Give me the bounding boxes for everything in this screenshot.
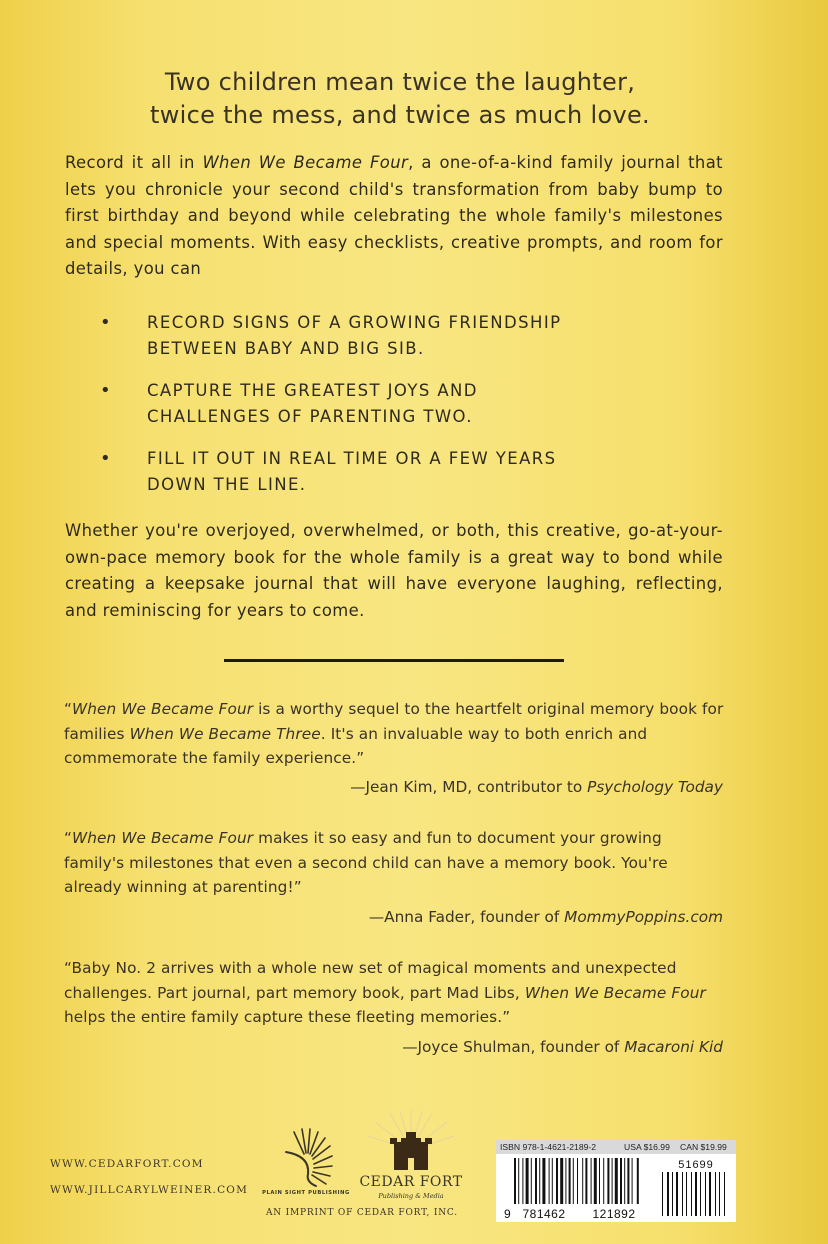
barcode-bar (620, 1158, 622, 1204)
addon-bar (676, 1172, 678, 1216)
barcode-bar (637, 1158, 639, 1204)
quote-attribution (402, 1038, 723, 1056)
quote-book-title: When We Became Four (72, 700, 254, 718)
barcode-bar (577, 1158, 578, 1204)
quote-text: makes it so easy and fun to document your growing family's milestones that even a second child can have a memory book. You're already winning at parenting!” (64, 829, 668, 896)
barcode-bar (585, 1158, 587, 1204)
publisher-urls (50, 1158, 248, 1210)
barcode-bar (632, 1158, 633, 1204)
barcode-bar (582, 1158, 583, 1204)
intro-book-title: When We Became Four (202, 153, 409, 172)
bullet-text-line: DOWN THE LINE. (147, 475, 307, 494)
quote-text: is a worthy sequel to the heartfelt original memory book for families (64, 700, 724, 743)
addon-bar (709, 1172, 711, 1216)
barcode-bar (627, 1158, 629, 1204)
intro-after: , a one-of-a-kind family journal that lets you chronicle your second child's transformation from baby bump to first birthday and beyond while celebrating the whole family's milestones and special moments. With easy checklists, creative prompts, and room for details, you can (65, 153, 723, 278)
barcode-bar (518, 1158, 519, 1204)
barcode-bar (526, 1158, 529, 1204)
addon-bar (719, 1172, 720, 1216)
addon-bar (672, 1172, 673, 1216)
quote-book-title: When We Became Three (129, 724, 321, 743)
addon-bar (682, 1172, 683, 1216)
barcode-bar (615, 1158, 618, 1204)
barcode-bar (522, 1158, 523, 1204)
barcode-bar (556, 1158, 558, 1204)
usa-price: USA $16.99 (624, 1142, 670, 1152)
barcode-bar (560, 1158, 563, 1204)
isbn-price-line (496, 1140, 736, 1154)
psp-logo-text: PLAIN SIGHT PUBLISHING (262, 1190, 350, 1196)
barcode-bar (539, 1158, 540, 1204)
bullet-dot: • (100, 312, 113, 333)
headline (0, 66, 800, 132)
intro-paragraph (65, 150, 723, 283)
plain-sight-publishing-logo (262, 1124, 350, 1204)
addon-bar (662, 1172, 663, 1216)
attribution-publication: Macaroni Kid (624, 1038, 723, 1056)
barcode-bar (569, 1158, 571, 1204)
quote-book-title: When We Became Four (72, 829, 254, 847)
bullet-text-line: RECORD SIGNS OF A GROWING FRIENDSHIP (147, 313, 562, 332)
barcode-bar (535, 1158, 537, 1204)
barcode-bar (531, 1158, 532, 1204)
imprint-line: AN IMPRINT OF CEDAR FORT, INC. (266, 1208, 458, 1218)
attribution-text: —Anna Fader, founder of (368, 908, 565, 926)
url-cedarfort: WWW.CEDARFORT.COM (50, 1158, 204, 1170)
addon-bar (705, 1172, 706, 1216)
cedar-fort-logo (350, 1110, 472, 1205)
endorsement-quote (64, 956, 724, 1030)
quote-attribution (369, 908, 723, 926)
barcode-bar (607, 1158, 609, 1204)
endorsement-quote (64, 826, 724, 900)
addon-bar (700, 1172, 701, 1216)
cf-subtitle: Publishing & Media (378, 1192, 444, 1200)
quote-open: “ (64, 829, 73, 847)
divider-rule (224, 659, 564, 662)
addon-bar (667, 1172, 669, 1216)
barcode-bar (565, 1158, 566, 1204)
barcode-bar (542, 1158, 545, 1204)
closing-paragraph: Whether you're overjoyed, overwhelmed, or both, this creative, go-at-your-own-pace memory book for the whole family is a great way to bond while creating a keepsake journal that will have everyone laughing, reflecting, and reminiscing for years to come. (65, 521, 723, 620)
bullet-dot: • (100, 380, 113, 401)
quote-text: “Baby No. 2 arrives with a whole new set of magical moments and unexpected challenges. Part journal, part memory book, part Mad Libs, (64, 959, 677, 1002)
barcode-bar (514, 1158, 516, 1204)
barcode-bar (573, 1158, 574, 1204)
isbn-number: ISBN 978-1-4621-2189-2 (500, 1142, 597, 1152)
barcode-bar (624, 1158, 625, 1204)
quote-text: . It's an invaluable way to both enrich and commemorate the family experience.” (64, 724, 648, 767)
intro-before: Record it all in (65, 153, 203, 172)
barcode-bar (549, 1158, 550, 1204)
bullet-dot: • (100, 448, 113, 469)
addon-bar (695, 1172, 697, 1216)
addon-bar (724, 1172, 725, 1216)
bullet-text-line: CHALLENGES OF PARENTING TWO. (147, 407, 473, 426)
attribution-publication: Psychology Today (587, 778, 723, 796)
quote-text: helps the entire family capture these fleeting memories.” (64, 1008, 511, 1026)
quote-book-title: When We Became Four (524, 983, 706, 1002)
barcode-bar (612, 1158, 613, 1204)
headline-line-1: Two children mean twice the laughter, (164, 68, 636, 96)
quote-attribution (350, 778, 723, 796)
barcode-right-digits: 121892 (592, 1207, 636, 1221)
cf-name: CEDAR FORT (359, 1174, 463, 1190)
can-price: CAN $19.99 (680, 1142, 727, 1152)
barcode (504, 1158, 732, 1220)
addon-bar (691, 1172, 692, 1216)
addon-bar (686, 1172, 687, 1216)
url-jillcarylweiner: WWW.JILLCARYLWEINER.COM (50, 1184, 249, 1196)
addon-bar (715, 1172, 716, 1216)
barcode-left-digits: 781462 (522, 1207, 566, 1221)
bullet-text-line: CAPTURE THE GREATEST JOYS AND (147, 381, 478, 400)
barcode-price-code: 51699 (678, 1159, 714, 1171)
attribution-publication: MommyPoppins.com (564, 908, 723, 926)
barcode-first-digit: 9 (504, 1207, 511, 1221)
attribution-text: —Joyce Shulman, founder of (402, 1038, 625, 1056)
attribution-text: —Jean Kim, MD, contributor to (350, 778, 588, 796)
barcode-bar (599, 1158, 600, 1204)
quote-open: “ (64, 700, 73, 718)
barcode-panel (496, 1140, 736, 1222)
endorsement-quote (64, 697, 724, 771)
barcode-bar (603, 1158, 604, 1204)
bullet-text-line: BETWEEN BABY AND BIG SIB. (147, 339, 425, 358)
headline-line-2: twice the mess, and twice as much love. (150, 101, 650, 129)
bullet-text-line: FILL IT OUT IN REAL TIME OR A FEW YEARS (147, 449, 557, 468)
barcode-bar (552, 1158, 553, 1204)
barcode-bar (594, 1158, 597, 1204)
barcode-bar (591, 1158, 592, 1204)
